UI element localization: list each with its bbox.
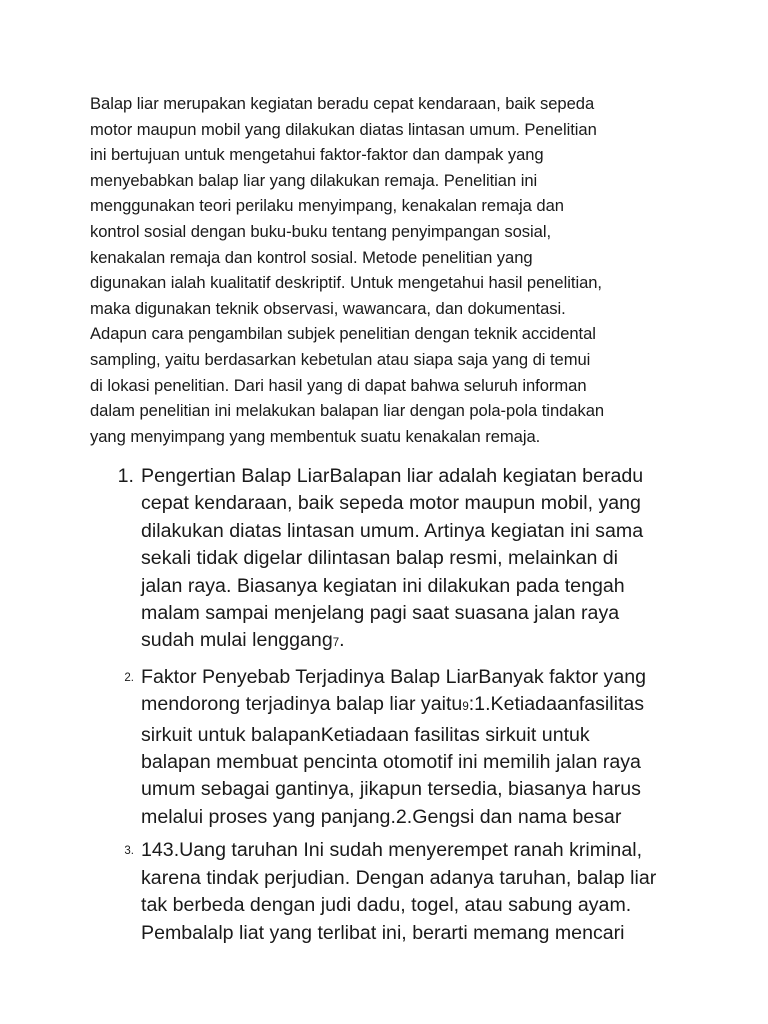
list-item-uang-taruhan [0,837,768,947]
list-number: 1. [117,465,134,487]
abstract-line: di lokasi penelitian. Dari hasil yang di dapat bahwa seluruh informan [90,375,587,395]
abstract-line: Adapun cara pengambilan subjek penelitian dengan teknik accidental [90,324,596,344]
abstract-line: digunakan ialah kualitatif deskriptif. Untuk mengetahui hasil penelitian, [90,273,602,293]
list-line: sekali tidak digelar dilintasan balap resmi, melainkan di [141,547,619,570]
list-number: 2. [124,671,134,684]
abstract-line: ini bertujuan untuk mengetahui faktor-faktor dan dampak yang [90,145,544,165]
list-line: Pengertian Balap LiarBalapan liar adalah kegiatan beradu [141,465,644,487]
abstract-line: dalam penelitian ini melakukan balapan liar dengan pola-pola tindakan [90,401,605,421]
list-line: malam sampai menjelang pagi saat suasana jalan raya [141,602,620,625]
footnote-marker: 7 [332,637,340,650]
footnote-marker: 9 [462,701,469,714]
abstract-line: yang menyimpang yang membentuk suatu kenakalan remaja. [90,426,541,446]
list-item-body [141,463,768,658]
list-item-pengertian [0,463,768,658]
abstract-line: Balap liar merupakan kegiatan beradu cepat kendaraan, baik sepeda [90,94,595,113]
list-line: Faktor Penyebab Terjadinya Balap LiarBanyak faktor yang [141,665,647,688]
list-line-text: mendorong terjadinya balap liar yaitu [141,693,463,716]
abstract-line: motor maupun mobil yang dilakukan diatas lintasan umum. Penelitian [90,119,597,139]
abstract-line: maka digunakan teknik observasi, wawancara, dan dokumentasi. [90,298,566,318]
list-line [141,627,768,657]
abstract-line: kontrol sosial dengan buku-buku tentang penyimpangan sosial, [90,221,552,241]
list-number: 3. [124,845,134,858]
abstract-line: menyebabkan balap liar yang dilakukan remaja. Penelitian ini [90,170,538,190]
list-line: 143.Uang taruhan Ini sudah menyerempet ranah kriminal, [141,839,643,862]
list-line-end: . [339,629,345,652]
list-line [141,691,768,721]
list-line: karena tindak perjudian. Dengan adanya taruhan, balap liar [141,866,657,889]
list-line: jalan raya. Biasanya kegiatan ini dilakukan pada tengah [141,574,625,597]
list-line: melalui proses yang panjang.2.Gengsi dan nama besar [141,805,622,828]
list-line: sirkuit untuk balapanKetiadaan fasilitas sirkuit untuk [141,723,590,746]
list-item-body [141,664,768,831]
list-line: cepat kendaraan, baik sepeda motor maupun mobil, yang [141,492,641,515]
abstract-line: menggunakan teori perilaku menyimpang, kenakalan remaja dan [90,196,564,216]
list-item-faktor-penyebab [0,664,768,831]
abstract-paragraph [90,91,690,449]
abstract-line: kenakalan remaja dan kontrol sosial. Metode penelitian yang [90,247,533,267]
list-line: dilakukan diatas lintasan umum. Artinya kegiatan ini sama [141,519,644,542]
list-line: balapan membuat pencinta otomotif ini memilih jalan raya [141,751,641,774]
list-line: Pembalalp liat yang terlibat ini, berarti memang mencari [141,921,625,944]
list-line-text: :1.Ketiadaanfasilitas [468,693,645,716]
list-item-body [141,837,768,947]
list-line: tak berbeda dengan judi dadu, togel, atau sabung ayam. [141,894,632,917]
list-line: umum sebagai gantinya, jikapun tersedia, biasanya harus [141,778,641,801]
list-line-text: sudah mulai lenggang [141,629,333,652]
numbered-list [0,463,768,953]
abstract-line: sampling, yaitu berdasarkan kebetulan atau siapa saja yang di temui [90,349,591,369]
